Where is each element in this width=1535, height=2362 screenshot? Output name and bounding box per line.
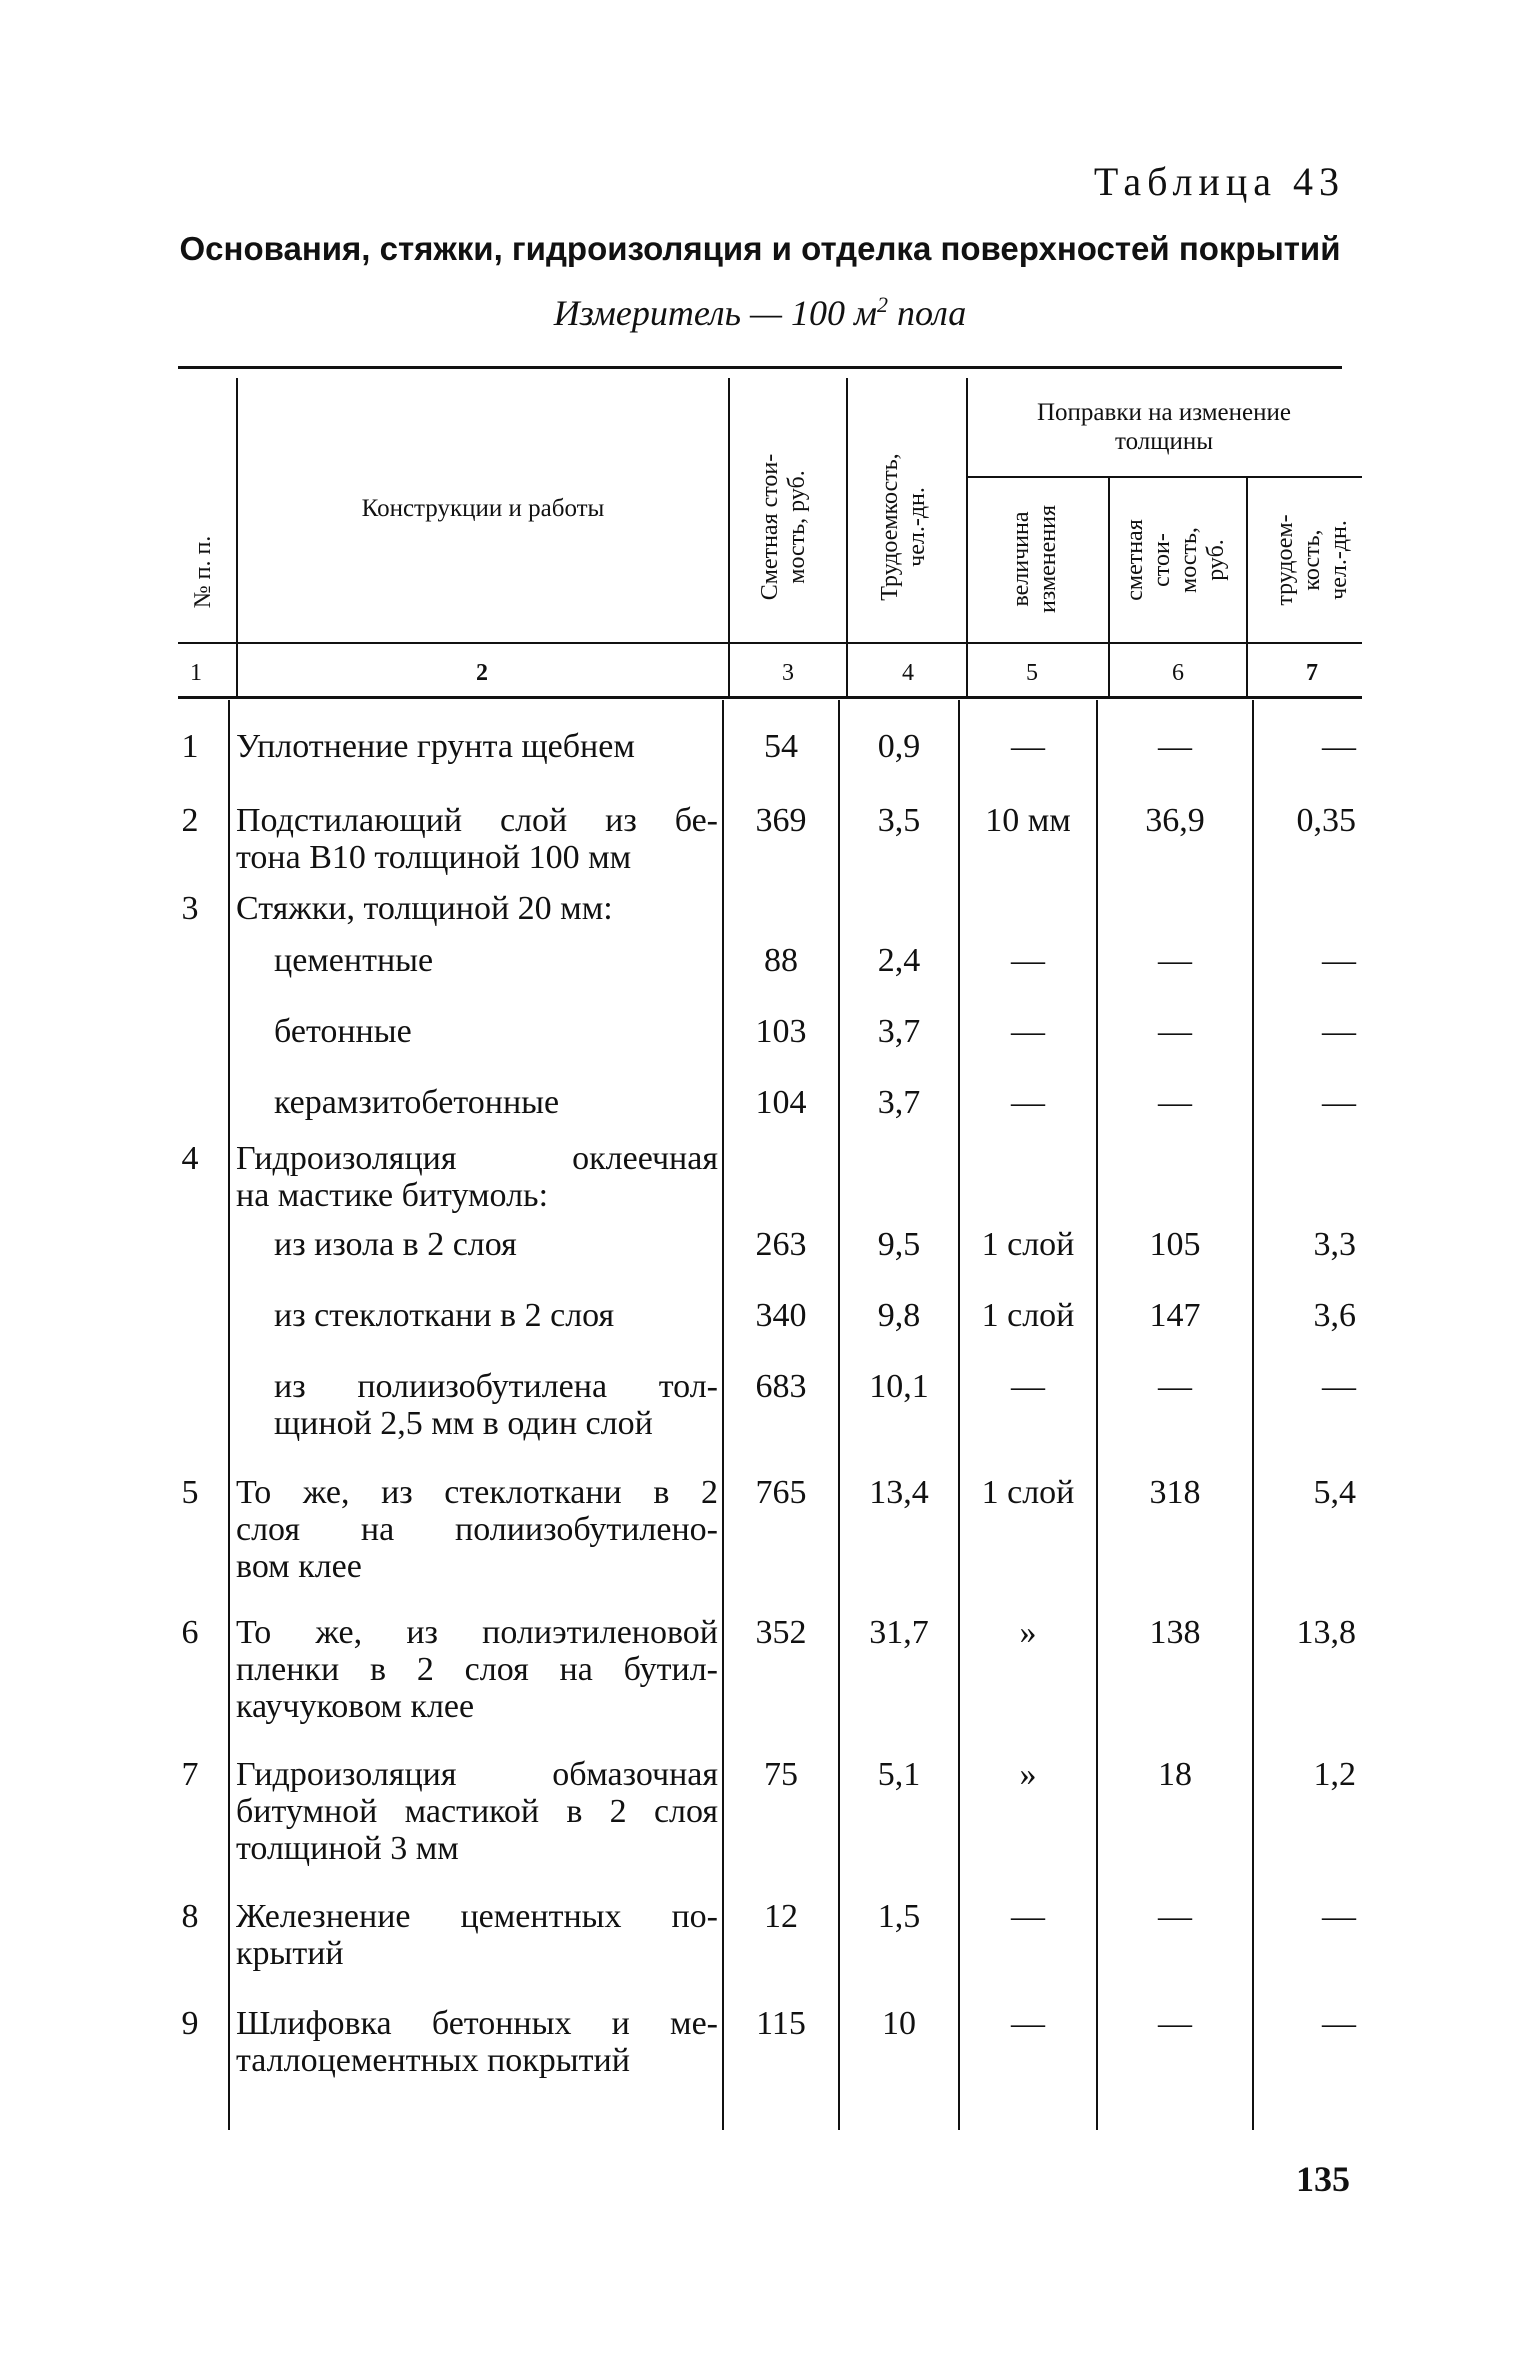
- cell-labor: 9,5: [877, 1226, 921, 1263]
- header-col-number: № п. п.: [190, 535, 216, 609]
- header-col-dlabor-line2: кость,: [1299, 529, 1325, 591]
- header-bottom-rule: [178, 642, 1362, 644]
- body-vline-5: [1096, 700, 1098, 2130]
- cell-labor: 13,4: [869, 1474, 929, 1511]
- cell-dlabor: 5,4: [1313, 1474, 1356, 1511]
- colnum-bottom-rule: [178, 696, 1362, 699]
- cell-dlabor: —: [1322, 728, 1356, 765]
- body-vline-1: [228, 700, 230, 2130]
- row-description-line: щиной 2,5 мм в один слой: [274, 1405, 653, 1442]
- cell-cost: 369: [755, 802, 807, 839]
- body-vline-4: [958, 700, 960, 2130]
- header-col-cost: [757, 427, 815, 627]
- cell-dcost: 36,9: [1145, 802, 1205, 839]
- colnum-3: 3: [782, 660, 794, 686]
- colnum-2: 2: [476, 660, 488, 686]
- row-description-line: пленки в 2 слоя на бутил-: [236, 1651, 718, 1688]
- cell-dcost: —: [1158, 1084, 1192, 1121]
- cell-labor: 5,1: [877, 1756, 921, 1793]
- cell-change: »: [1019, 1614, 1037, 1651]
- cell-cost: 263: [755, 1226, 807, 1263]
- cell-dcost: 138: [1149, 1614, 1201, 1651]
- row-number: 4: [181, 1140, 199, 1177]
- row-description-line: слоя на полиизобутилено-: [236, 1511, 718, 1548]
- header-group-line1: Поправки на изменение: [1037, 399, 1291, 426]
- row-number: 6: [181, 1614, 199, 1651]
- cell-dcost: 318: [1149, 1474, 1201, 1511]
- header-col-change-line1: величина: [1008, 511, 1034, 607]
- header-col-dcost-line2: стои-: [1149, 533, 1175, 587]
- measure-superscript: 2: [877, 292, 888, 317]
- row-description-line: крытий: [236, 1935, 344, 1972]
- row-description-line: тона В10 толщиной 100 мм: [236, 839, 632, 876]
- table-label: Таблица 43: [1093, 159, 1345, 204]
- cell-labor: 10,1: [869, 1368, 929, 1405]
- row-description-line: То же, из полиэтиленовой: [236, 1614, 718, 1651]
- cell-change: —: [1011, 1013, 1045, 1050]
- row-description-line: из изола в 2 слоя: [274, 1226, 517, 1263]
- cell-dlabor: —: [1322, 2005, 1356, 2042]
- measure-tail: пола: [888, 293, 967, 333]
- cell-dlabor: 1,2: [1313, 1756, 1356, 1793]
- cell-cost: 340: [755, 1297, 807, 1334]
- cell-dlabor: —: [1322, 1013, 1356, 1050]
- row-description-line: Стяжки, толщиной 20 мм:: [236, 890, 613, 927]
- cell-dlabor: —: [1322, 1368, 1356, 1405]
- cell-dcost: —: [1158, 1368, 1192, 1405]
- cell-change: —: [1011, 942, 1045, 979]
- colnum-4: 4: [902, 660, 914, 686]
- cell-cost: 54: [764, 728, 798, 765]
- row-description-line: То же, из стеклоткани в 2: [236, 1474, 718, 1511]
- cell-labor: 3,7: [877, 1084, 921, 1121]
- header-col-dcost-line3: мость,: [1176, 527, 1202, 593]
- header-col-labor-line1: Трудоемкость,: [877, 453, 903, 601]
- header-col-change: [1008, 494, 1066, 624]
- cell-dlabor: 13,8: [1296, 1614, 1356, 1651]
- cell-cost: 103: [755, 1013, 807, 1050]
- cell-cost: 352: [755, 1614, 807, 1651]
- header-vline-1: [236, 378, 238, 696]
- colnum-6: 6: [1172, 660, 1184, 686]
- cell-cost: 104: [755, 1084, 807, 1121]
- cell-change: —: [1011, 1084, 1045, 1121]
- cell-labor: 3,5: [877, 802, 921, 839]
- row-description-line: толщиной 3 мм: [236, 1830, 459, 1867]
- cell-change: »: [1019, 1756, 1037, 1793]
- header-col-cost-line1: Сметная стои-: [757, 453, 783, 601]
- body-vline-2: [722, 700, 724, 2130]
- row-description-line: на мастике битумоль:: [236, 1177, 549, 1214]
- row-number: 3: [181, 890, 199, 927]
- cell-change: 1 слой: [981, 1474, 1075, 1511]
- colnum-7: 7: [1306, 660, 1318, 686]
- row-number: 8: [181, 1898, 199, 1935]
- row-description-line: каучуковом клее: [236, 1688, 475, 1725]
- row-description-line: из полиизобутилена тол-: [274, 1368, 718, 1405]
- header-vline-6: [1246, 478, 1248, 696]
- header-col-dcost-line1: сметная: [1122, 519, 1148, 601]
- header-group-corrections: [966, 398, 1362, 456]
- row-description-line: Гидроизоляция оклеечная: [236, 1140, 718, 1177]
- cell-dcost: —: [1158, 1013, 1192, 1050]
- cell-change: —: [1011, 2005, 1045, 2042]
- header-vline-5: [1108, 478, 1110, 696]
- header-vline-2: [728, 378, 730, 696]
- cell-change: 1 слой: [981, 1226, 1075, 1263]
- cell-dcost: —: [1158, 1898, 1192, 1935]
- cell-change: —: [1011, 1368, 1045, 1405]
- cell-dlabor: 3,3: [1313, 1226, 1356, 1263]
- row-description-line: Шлифовка бетонных и ме-: [236, 2005, 718, 2042]
- cell-labor: 10: [882, 2005, 916, 2042]
- row-description-line: Железнение цементных по-: [236, 1898, 718, 1935]
- cell-cost: 683: [755, 1368, 807, 1405]
- cell-dlabor: 3,6: [1313, 1297, 1356, 1334]
- cell-change: —: [1011, 728, 1045, 765]
- cell-dlabor: —: [1322, 942, 1356, 979]
- cell-cost: 765: [755, 1474, 807, 1511]
- row-number: 7: [181, 1756, 199, 1793]
- row-description-line: Подстилающий слой из бе-: [236, 802, 718, 839]
- row-description-line: керамзитобетонные: [274, 1084, 560, 1121]
- table-top-rule: [178, 366, 1342, 369]
- row-description-line: вом клее: [236, 1548, 362, 1585]
- header-col-dlabor: [1272, 498, 1356, 622]
- measure-unit: [170, 292, 1350, 334]
- row-number: 5: [181, 1474, 199, 1511]
- cell-cost: 88: [764, 942, 798, 979]
- cell-dcost: 105: [1149, 1226, 1201, 1263]
- cell-dlabor: —: [1322, 1898, 1356, 1935]
- page-number: 135: [1296, 2159, 1350, 2199]
- header-vline-3: [846, 378, 848, 696]
- header-group-line2: толщины: [1114, 428, 1214, 455]
- row-description-line: бетонные: [274, 1013, 412, 1050]
- cell-dcost: 18: [1158, 1756, 1192, 1793]
- cell-dlabor: 0,35: [1296, 802, 1356, 839]
- header-col-labor: [877, 427, 935, 627]
- cell-labor: 3,7: [877, 1013, 921, 1050]
- cell-change: 1 слой: [981, 1297, 1075, 1334]
- group-header-rule: [966, 476, 1362, 478]
- colnum-1: 1: [190, 660, 202, 686]
- cell-dcost: —: [1158, 942, 1192, 979]
- header-col-labor-line2: чел.-дн.: [904, 487, 930, 567]
- cell-cost: 115: [756, 2005, 806, 2042]
- header-col-dcost-line4: руб.: [1203, 539, 1229, 581]
- header-col-change-line2: изменения: [1035, 504, 1061, 614]
- measure-text: Измеритель — 100 м: [553, 293, 877, 333]
- row-number: 1: [181, 728, 199, 765]
- cell-labor: 0,9: [877, 728, 921, 765]
- row-number: 2: [181, 802, 199, 839]
- header-col-cost-line2: мость, руб.: [784, 470, 810, 584]
- row-description-line: Уплотнение грунта щебнем: [236, 728, 635, 765]
- row-number: 9: [181, 2005, 199, 2042]
- colnum-5: 5: [1026, 660, 1038, 686]
- cell-labor: 9,8: [877, 1297, 921, 1334]
- row-description-line: битумной мастикой в 2 слоя: [236, 1793, 718, 1830]
- table-caption: Основания, стяжки, гидроизоляция и отделка поверхностей покрытий: [179, 230, 1341, 267]
- row-description-line: из стеклоткани в 2 слоя: [274, 1297, 615, 1334]
- cell-labor: 31,7: [869, 1614, 929, 1651]
- header-col-dlabor-line3: чел.-дн.: [1326, 520, 1352, 600]
- header-col-dcost: [1122, 499, 1232, 621]
- cell-dcost: —: [1158, 728, 1192, 765]
- cell-dlabor: —: [1322, 1084, 1356, 1121]
- header-col-dlabor-line1: трудоем-: [1272, 514, 1298, 606]
- cell-change: —: [1011, 1898, 1045, 1935]
- cell-labor: 1,5: [877, 1898, 921, 1935]
- row-description-line: цементные: [274, 942, 434, 979]
- row-description-line: таллоцементных покрытий: [236, 2042, 630, 2079]
- body-vline-3: [838, 700, 840, 2130]
- cell-dcost: 147: [1149, 1297, 1201, 1334]
- header-col-works: Конструкции и работы: [361, 495, 605, 522]
- body-vline-6: [1252, 700, 1254, 2130]
- cell-change: 10 мм: [985, 802, 1071, 839]
- cell-dcost: —: [1158, 2005, 1192, 2042]
- row-description-line: Гидроизоляция обмазочная: [236, 1756, 718, 1793]
- cell-cost: 12: [764, 1898, 798, 1935]
- cell-labor: 2,4: [877, 942, 921, 979]
- cell-cost: 75: [764, 1756, 798, 1793]
